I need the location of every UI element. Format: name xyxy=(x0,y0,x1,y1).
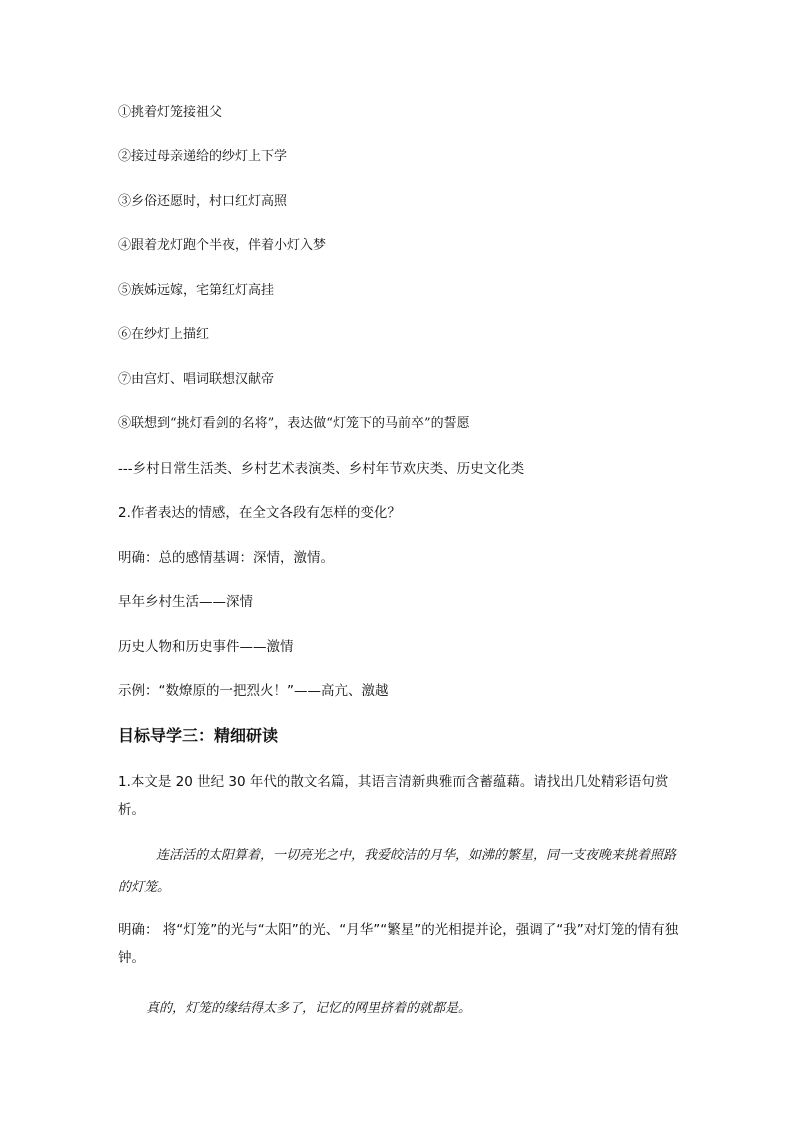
list-item: ④跟着龙灯跑个半夜，伴着小灯入梦 xyxy=(118,238,327,253)
answer-early-life: 早年乡村生活——深情 xyxy=(118,594,253,610)
answer-1: 明确： 将“灯笼”的光与“太阳”的光、“月华”“繁星”的光相提并论，强调了“我”对灯笼的情有独钟。 xyxy=(118,922,679,966)
list-item: ⑤族姊远嫁，宅第红灯高挂 xyxy=(118,283,275,298)
list-item: ⑥在纱灯上描红 xyxy=(118,327,210,342)
quote-1: 连活活的太阳算着，一切亮光之中，我爱皎洁的月华，如沸的繁星，同一支夜晚来挑着照路的灯笼。 xyxy=(118,848,677,895)
list-item: ②接过母亲递给的纱灯上下学 xyxy=(118,149,288,164)
list-item: ⑦由宫灯、唱词联想汉献帝 xyxy=(118,372,275,387)
list-item: ①挑着灯笼接祖父 xyxy=(118,105,223,120)
list-item: ⑧联想到“挑灯看剑的名将”，表达做“灯笼下的马前卒”的誓愿 xyxy=(118,416,470,431)
answer-history: 历史人物和历史事件——激情 xyxy=(118,639,294,655)
question-2: 2.作者表达的情感，在全文各段有怎样的变化？ xyxy=(118,505,401,521)
question-1: 1.本文是 20 世纪 30 年代的散文名篇，其语言清新典雅而含蓄蕴藉。请找出几处精彩语句赏析。 xyxy=(118,774,669,818)
quote-2: 真的，灯笼的缘结得太多了，记忆的网里挤着的就都是。 xyxy=(146,1001,472,1016)
section-heading: 目标导学三：精细研读 xyxy=(118,726,279,745)
category-line: ---乡村日常生活类、乡村艺术表演类、乡村年节欢庆类、历史文化类 xyxy=(118,461,525,477)
answer-example: 示例：“数燎原的一把烈火！”——高亢、激越 xyxy=(118,683,389,699)
answer-keynote: 明确：总的感情基调：深情，激情。 xyxy=(118,550,334,566)
list-item: ③乡俗还愿时，村口红灯高照 xyxy=(118,194,288,209)
